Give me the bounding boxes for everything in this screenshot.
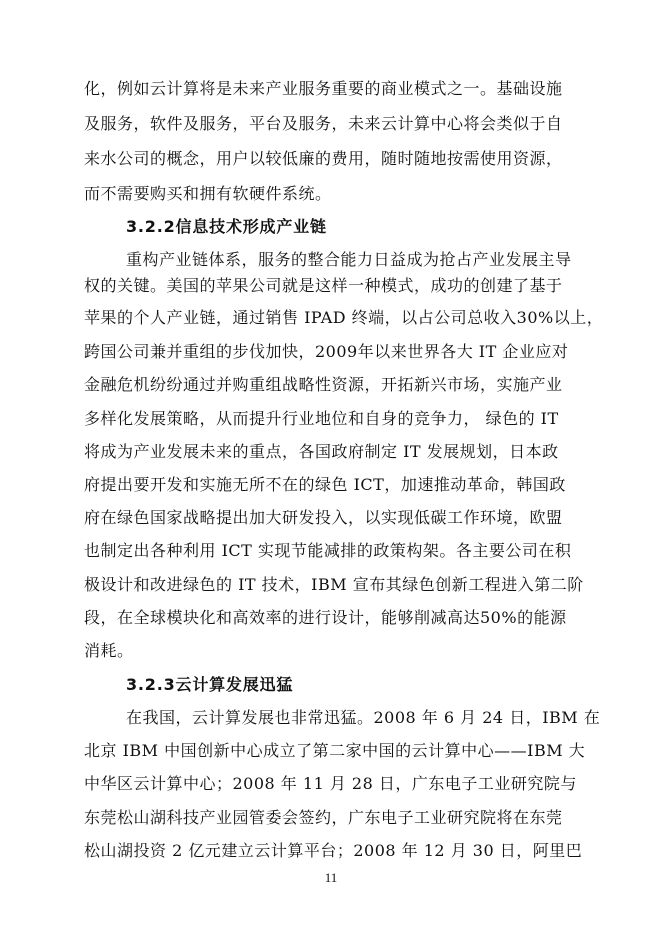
paragraph-line: 在我国，云计算发展也非常迅猛。2008 年 6 月 24 日，IBM 在 <box>126 708 601 727</box>
intro-line: 来水公司的概念，用户以较低廉的费用，随时随地按需使用资源， <box>84 149 563 168</box>
paragraph-line: 段，在全球模块化和高效率的进行设计，能够削减高达50%的能源 <box>84 608 567 627</box>
intro-line: 及服务，软件及服务，平台及服务，未来云计算中心将会类似于自 <box>84 114 563 133</box>
paragraph-line: 极设计和改进绿色的 IT 技术，IBM 宣布其绿色创新工程进入第二阶 <box>84 575 584 594</box>
paragraph-line: 消耗。 <box>84 641 134 660</box>
paragraph-line: 府在绿色国家战略提出加大研发投入，以实现低碳工作环境，欧盟 <box>84 508 563 527</box>
paragraph-line: 北京 IBM 中国创新中心成立了第二家中国的云计算中心——IBM 大 <box>84 741 586 760</box>
paragraph-line: 权的关键。美国的苹果公司就是这样一种模式，成功的创建了基于 <box>84 276 563 295</box>
intro-line: 化，例如云计算将是未来产业服务重要的商业模式之一。基础设施 <box>84 79 563 98</box>
paragraph-line: 重构产业链体系，服务的整合能力日益成为抢占产业发展主导 <box>126 250 572 269</box>
paragraph-line: 跨国公司兼并重组的步伐加快，2009年以来世界各大 IT 企业应对 <box>84 342 569 361</box>
paragraph-line: 东莞松山湖科技产业园管委会签约，广东电子工业研究院将在东莞 <box>84 808 563 827</box>
paragraph-line: 多样化发展策略，从而提升行业地位和自身的竞争力， 绿色的 IT <box>84 409 559 428</box>
paragraph-line: 中华区云计算中心；2008 年 11 月 28 日，广东电子工业研究院与 <box>84 774 577 793</box>
section-heading: 3.2.3云计算发展迅猛 <box>126 675 294 694</box>
paragraph-line: 苹果的个人产业链，通过销售 IPAD 终端，以占公司总收入30%以上， <box>84 308 604 327</box>
paragraph-line: 府提出要开发和实施无所不在的绿色 ICT，加速推动革命，韩国政 <box>84 475 566 494</box>
intro-line: 而不需要购买和拥有软硬件系统。 <box>84 184 332 203</box>
paragraph-line: 也制定出各种利用 ICT 实现节能减排的政策构架。各主要公司在积 <box>84 541 572 560</box>
page-number: 11 <box>324 870 338 885</box>
paragraph-line: 松山湖投资 2 亿元建立云计算平台；2008 年 12 月 30 日，阿里巴 <box>84 841 583 860</box>
paragraph-line: 将成为产业发展未来的重点，各国政府制定 IT 发展规划，日本政 <box>84 442 559 461</box>
section-heading: 3.2.2信息技术形成产业链 <box>126 217 327 236</box>
paragraph-line: 金融危机纷纷通过并购重组战略性资源，开拓新兴市场，实施产业 <box>84 375 563 394</box>
